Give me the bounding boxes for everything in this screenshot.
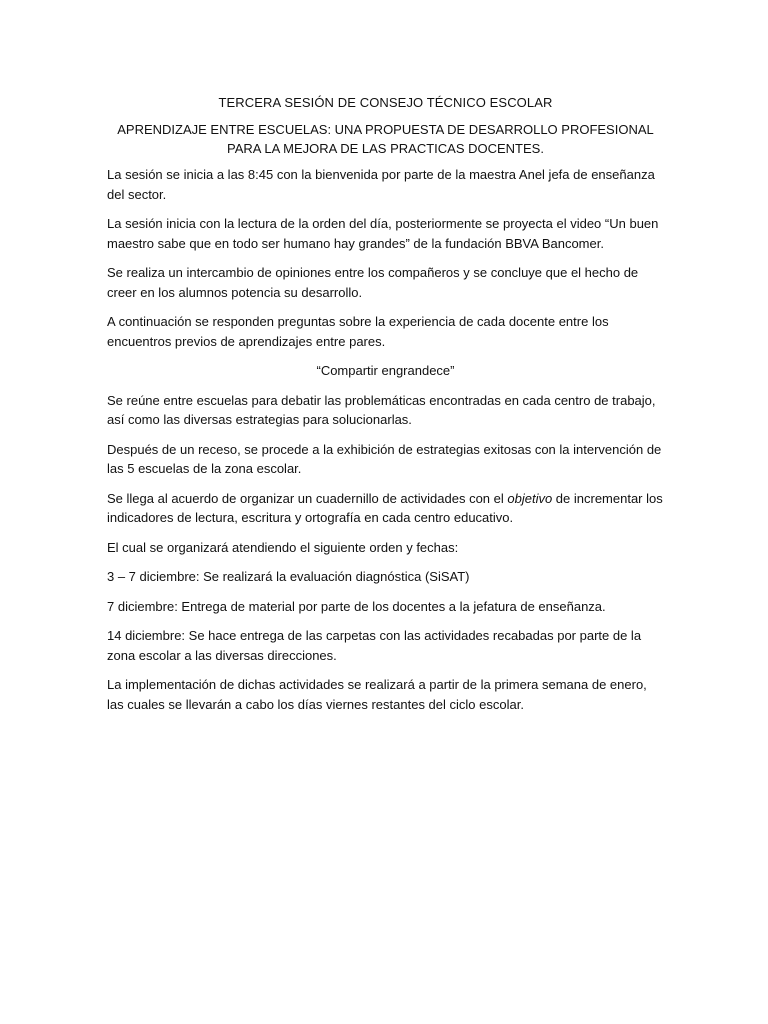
- agreement-text-after: de incrementar los indicadores de lectura, escritura y ortografía en cada centro educativo.: [107, 490, 663, 525]
- schedule-item-dec-14: 14 diciembre: Se hace entrega de las carpetas con las actividades recabadas por parte de la zona escolar a las diversas direcciones.: [107, 628, 642, 663]
- paragraph-recess: Después de un receso, se procede a la exhibición de estrategias exitosas con la intervención de las 5 escuelas de la zona escolar.: [107, 441, 662, 476]
- schedule-item-dec-3-7: 3 – 7 diciembre: Se realizará la evaluación diagnóstica (SiSAT): [107, 569, 470, 584]
- quote-heading: “Compartir engrandece”: [316, 363, 455, 378]
- paragraph-schedule-intro: El cual se organizará atendiendo el siguiente orden y fechas:: [107, 539, 459, 555]
- paragraph-debate: Se reúne entre escuelas para debatir las problemáticas encontradas en cada centro de trabajo, así como las diversas estrategias para solucionarlas.: [107, 392, 656, 427]
- agreement-text-before: Se llega al acuerdo de organizar un cuadernillo de actividades con el: [107, 490, 508, 506]
- paragraph-welcome: La sesión se inicia a las 8:45 con la bienvenida por parte de la maestra Anel jefa de enseñanza del sector.: [107, 167, 655, 202]
- schedule-item-dec-7: 7 diciembre: Entrega de material por parte de los docentes a la jefatura de enseñanza.: [107, 598, 606, 614]
- paragraph-exchange: Se realiza un intercambio de opiniones entre los compañeros y se concluye que el hecho de creer en los alumnos potencia su desarrollo.: [107, 265, 639, 300]
- paragraph-questions: A continuación se responden preguntas sobre la experiencia de cada docente entre los encuentros previos de aprendizajes entre pares.: [107, 314, 609, 349]
- paragraph-agreement: [107, 489, 664, 528]
- paragraph-implementation: La implementación de dichas actividades se realizará a partir de la primera semana de enero, las cuales se llevarán a cabo los días viernes restantes del ciclo escolar.: [107, 677, 647, 712]
- paragraph-agenda: La sesión inicia con la lectura de la orden del día, posteriormente se proyecta el video “Un buen maestro sabe que en todo ser humano hay grandes” de la fundación BBVA Bancomer.: [107, 216, 659, 251]
- document-subtitle: APRENDIZAJE ENTRE ESCUELAS: UNA PROPUESTA DE DESARROLLO PROFESIONAL PARA LA MEJORA DE LAS PRACTICAS DOCENTES.: [117, 122, 654, 156]
- agreement-italic-word: objetivo: [507, 490, 553, 506]
- document-title: TERCERA SESIÓN DE CONSEJO TÉCNICO ESCOLAR: [218, 95, 553, 110]
